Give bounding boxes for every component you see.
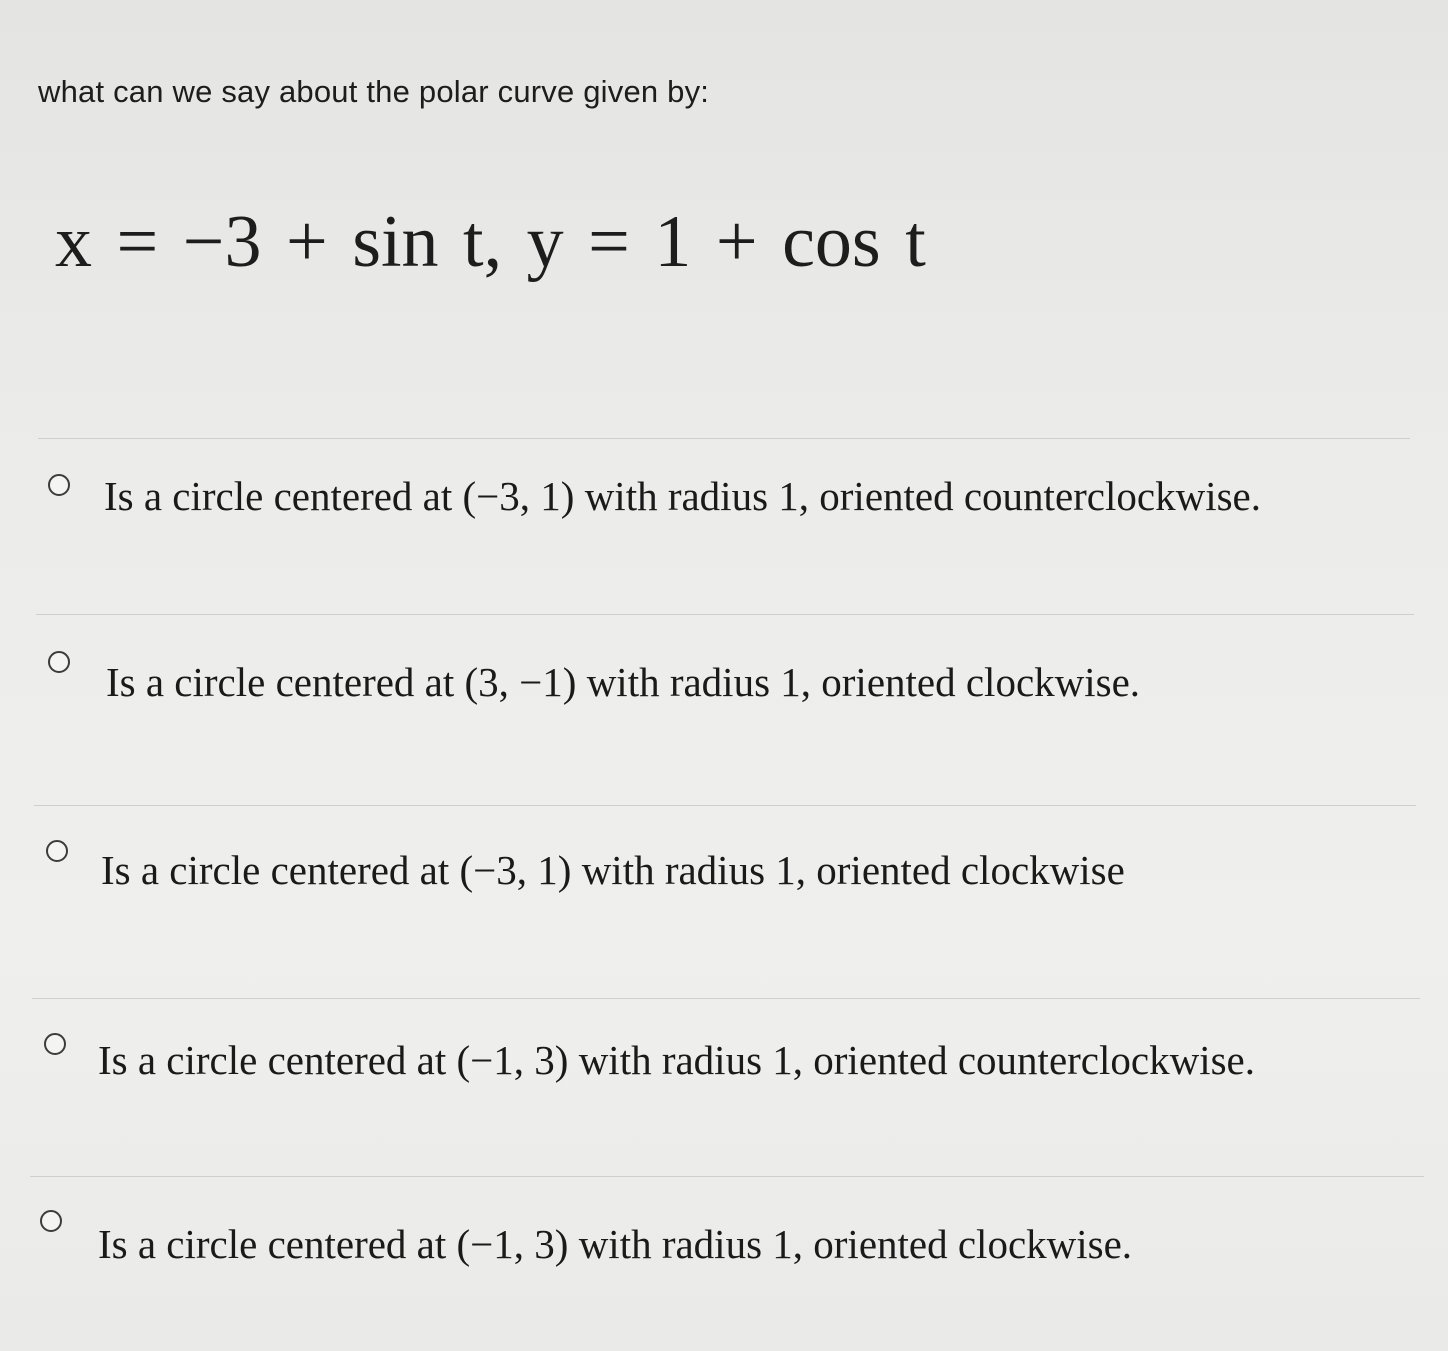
answer-option-5[interactable] (34, 1190, 1419, 1340)
equation: x = −3 + sin t, y = 1 + cos t (55, 201, 926, 283)
option-text: Is a circle centered at (−3, 1) with radius 1, oriented clockwise (101, 847, 1125, 893)
option-text: Is a circle centered at (−1, 3) with radius 1, oriented clockwise. (98, 1221, 1133, 1267)
radio-button[interactable] (48, 474, 70, 496)
radio-button[interactable] (40, 1210, 62, 1232)
radio-button[interactable] (46, 840, 68, 862)
radio-button[interactable] (44, 1033, 66, 1055)
answer-option-4[interactable] (36, 1012, 1416, 1162)
divider (32, 998, 1420, 999)
divider (34, 805, 1416, 806)
option-text: Is a circle centered at (3, −1) with radius 1, oriented clockwise. (106, 659, 1141, 705)
answer-option-3[interactable] (38, 820, 1413, 985)
divider (36, 614, 1414, 615)
answer-option-2[interactable] (40, 630, 1410, 790)
option-text: Is a circle centered at (−3, 1) with radius 1, oriented counterclockwise. (104, 473, 1261, 519)
answer-option-1[interactable] (40, 450, 1410, 600)
option-text: Is a circle centered at (−1, 3) with radius 1, oriented counterclockwise. (98, 1037, 1255, 1083)
divider (38, 438, 1410, 439)
divider (30, 1176, 1424, 1177)
question-prompt: what can we say about the polar curve given by: (38, 74, 710, 109)
radio-button[interactable] (48, 651, 70, 673)
